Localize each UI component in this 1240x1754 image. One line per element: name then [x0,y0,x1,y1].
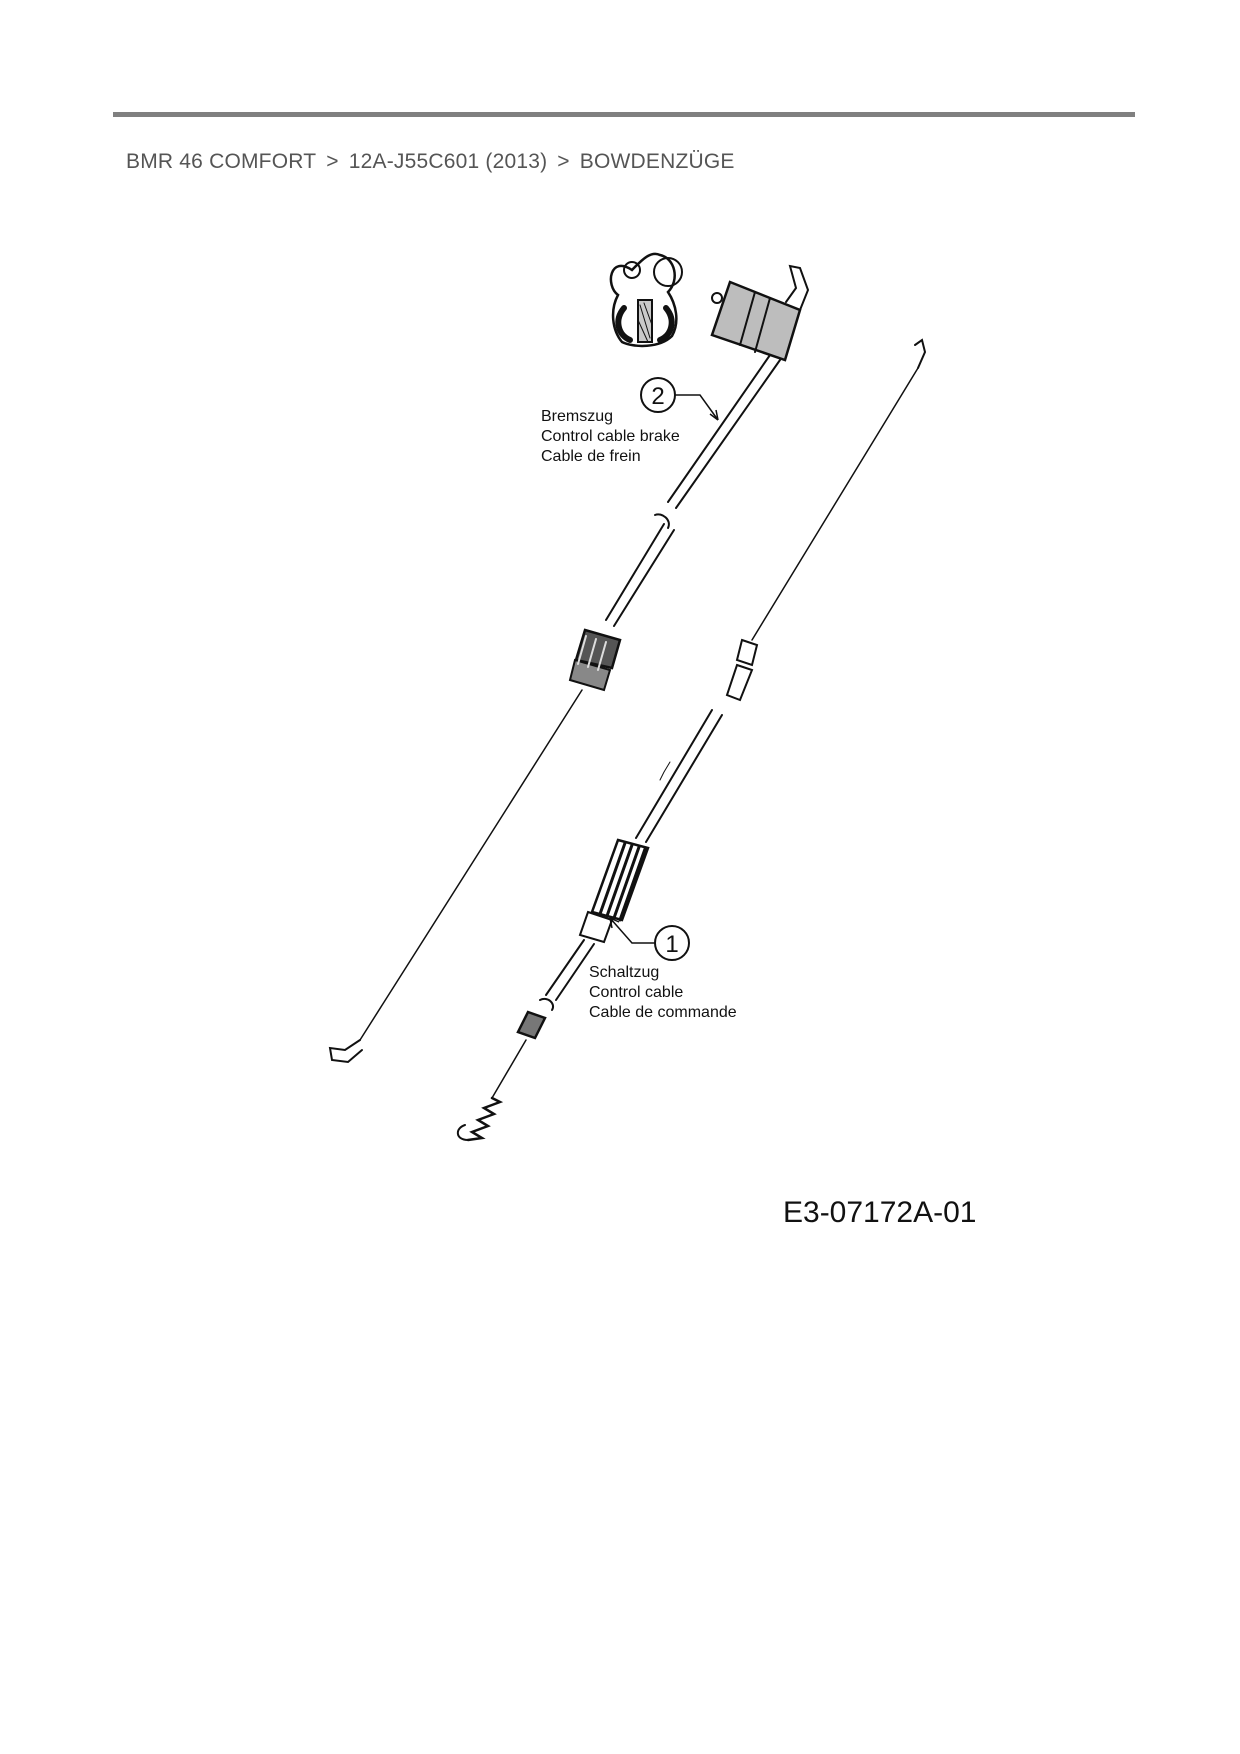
breadcrumb-item-model[interactable]: BMR 46 COMFORT [126,150,317,173]
brake-cable [330,254,808,1062]
part-label-de: Schaltzug [589,964,660,981]
breadcrumb-item-variant[interactable]: 12A-J55C601 (2013) [348,150,548,173]
leader-line [675,395,718,420]
part-label-en: Control cable [589,984,684,1001]
breadcrumb-item-section: BOWDENZÜGE [579,150,735,173]
brake-lever-detail [611,254,682,346]
part-label-fr: Cable de commande [589,1004,737,1021]
drawing-code: E3-07172A-01 [783,1196,977,1229]
part-label-en: Control cable brake [541,428,680,445]
breadcrumb-separator: > [557,150,570,173]
callout-part-2[interactable] [541,378,718,465]
part-number: 1 [665,931,679,958]
part-number: 2 [651,383,665,410]
breadcrumb-separator: > [326,150,339,173]
callout-part-1[interactable] [589,918,737,1021]
part-label-de: Bremszug [541,408,614,425]
part-label-fr: Cable de frein [541,448,641,465]
